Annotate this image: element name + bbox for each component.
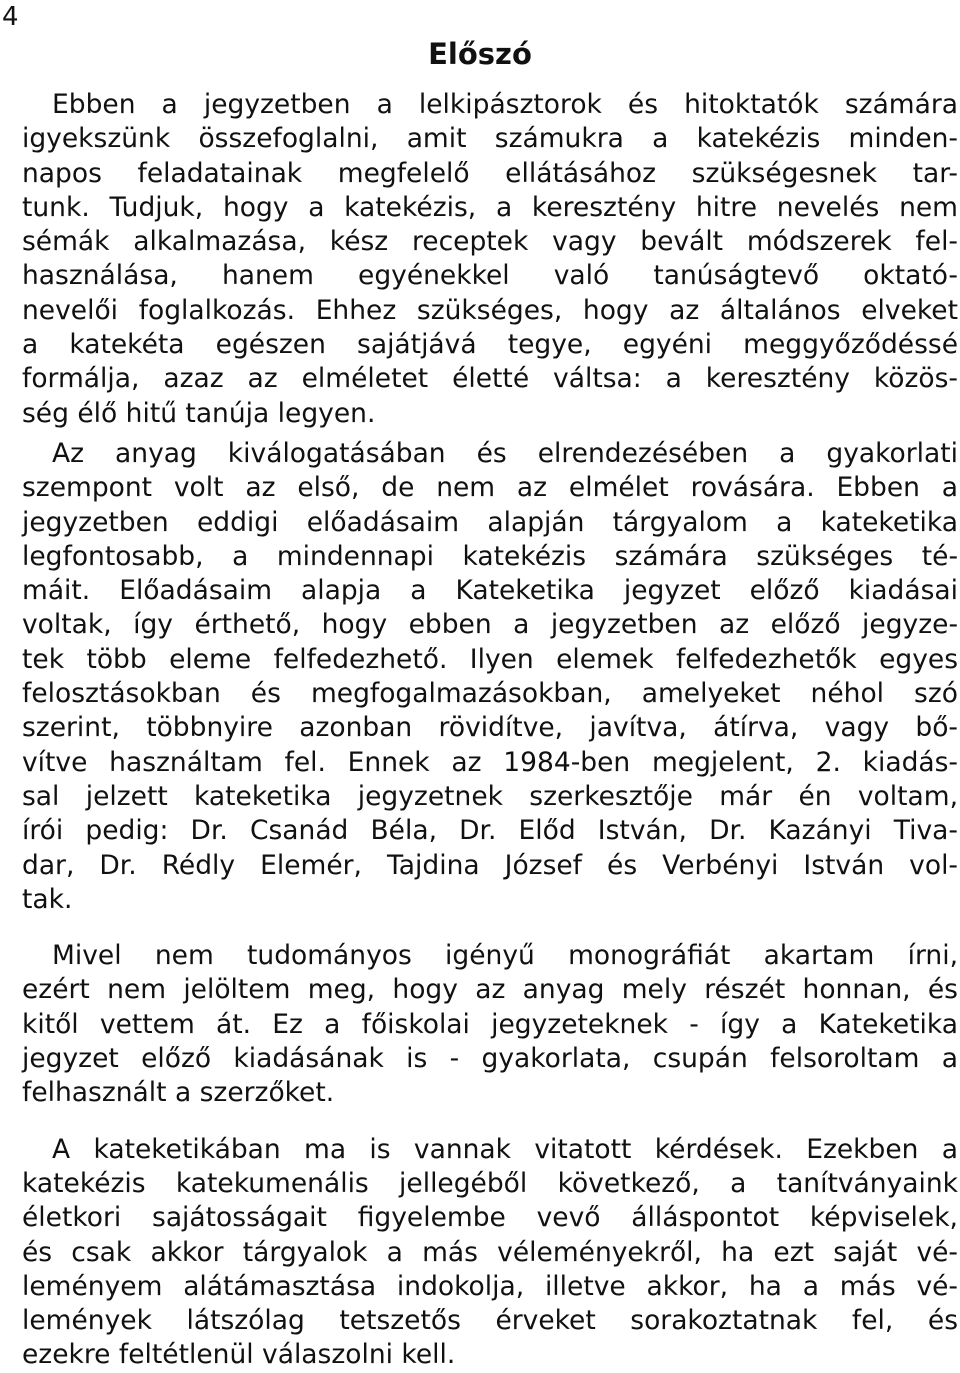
paragraph — [22, 437, 958, 917]
text-line: leményem alátámasztása indokolja, illetve akkor, ha a más vé- — [22, 1270, 958, 1302]
text-line: lemények látszólag tetszetős érveket sorakoztatnak fel, és — [22, 1305, 958, 1337]
text-line: a katekéta egészen sajátjává tegye, egyéni meggyőződéssé — [22, 329, 958, 361]
paragraph — [22, 88, 958, 431]
text-line: dar, Dr. Rédly Elemér, Tajdina József és Verbényi István vol- — [22, 849, 958, 881]
text-line: Ebben a jegyzetben a lelkipásztorok és hitoktatók számára — [52, 89, 958, 120]
text-line: formálja, azaz az elméletet életté váltsa: a keresztény közös- — [22, 363, 958, 395]
text-line: legfontosabb, a mindennapi katekézis számára szükséges té- — [22, 540, 958, 572]
text-line: jegyzetben eddigi előadásaim alapján tárgyalom a kateketika — [22, 506, 958, 538]
text-line: kitől vettem át. Ez a főiskolai jegyzeteknek - így a Kateketika — [22, 1008, 958, 1040]
text-line: életkori sajátosságait figyelembe vevő álláspontot képviselek, — [22, 1202, 958, 1234]
text-line: ezért nem jelöltem meg, hogy az anyag mely részét honnan, és — [22, 974, 958, 1006]
text-line: használása, hanem egyénekkel való tanúságtevő oktató- — [22, 260, 958, 292]
text-line: Mivel nem tudományos igényű monográfiát akartam írni, — [52, 940, 958, 972]
text-line: sal jelzett kateketika jegyzetnek szerkesztője már én voltam, — [22, 780, 958, 812]
text-line: katekézis katekumenális jellegéből következő, a tanítványaink — [22, 1167, 958, 1199]
text-line: szerint, többnyire azonban rövidítve, javítva, átírva, vagy bő- — [22, 712, 958, 744]
text-line: tunk. Tudjuk, hogy a katekézis, a keresztény hitre nevelés nem — [22, 191, 958, 223]
text-line: máit. Előadásaim alapja a Kateketika jegyzet előző kiadásai — [22, 575, 958, 607]
text-line: jegyzet előző kiadásának is - gyakorlata, csupán felsoroltam a — [22, 1043, 958, 1075]
text-line: Az anyag kiválogatásában és elrendezésében a gyakorlati — [52, 437, 958, 469]
text-line: igyekszünk összefoglalni, amit számukra a katekézis minden- — [22, 123, 958, 155]
text-line: ség élő hitű tanúja legyen. — [22, 397, 376, 429]
text-line: sémák alkalmazása, kész receptek vagy bevált módszerek fel- — [22, 226, 958, 258]
text-line: A kateketikában ma is vannak vitatott kérdések. Ezekben a — [52, 1133, 958, 1165]
paragraph — [22, 1133, 958, 1373]
body-text — [22, 88, 958, 1373]
page-title: Előszó — [428, 37, 532, 71]
page-number: 4 — [2, 2, 19, 32]
text-line: és csak akkor tárgyalok a más véleményekről, ha ezt saját vé- — [22, 1236, 958, 1268]
text-line: felhasznált a szerzőket. — [22, 1077, 335, 1109]
text-line: írói pedig: Dr. Csanád Béla, Dr. Előd István, Dr. Kazányi Tiva- — [22, 815, 958, 847]
text-line: szempont volt az első, de nem az elmélet rovására. Ebben a — [22, 472, 958, 504]
text-line: ezekre feltétlenül válaszolni kell. — [22, 1339, 456, 1371]
text-line: nevelői foglalkozás. Ehhez szükséges, hogy az általános elveket — [22, 294, 958, 326]
text-line: vítve használtam fel. Ennek az 1984-ben megjelent, 2. kiadás- — [22, 746, 958, 778]
text-line: tak. — [22, 883, 73, 915]
text-line: tek több eleme felfedezhető. Ilyen elemek felfedezhetők egyes — [22, 643, 958, 675]
text-line: felosztásokban és megfogalmazásokban, amelyeket néhol szó — [22, 678, 958, 710]
text-line: napos feladatainak megfelelő ellátásához szükségesnek tar- — [22, 157, 958, 189]
paragraph — [22, 939, 958, 1110]
text-line: voltak, így érthető, hogy ebben a jegyzetben az előző jegyze- — [22, 609, 958, 641]
